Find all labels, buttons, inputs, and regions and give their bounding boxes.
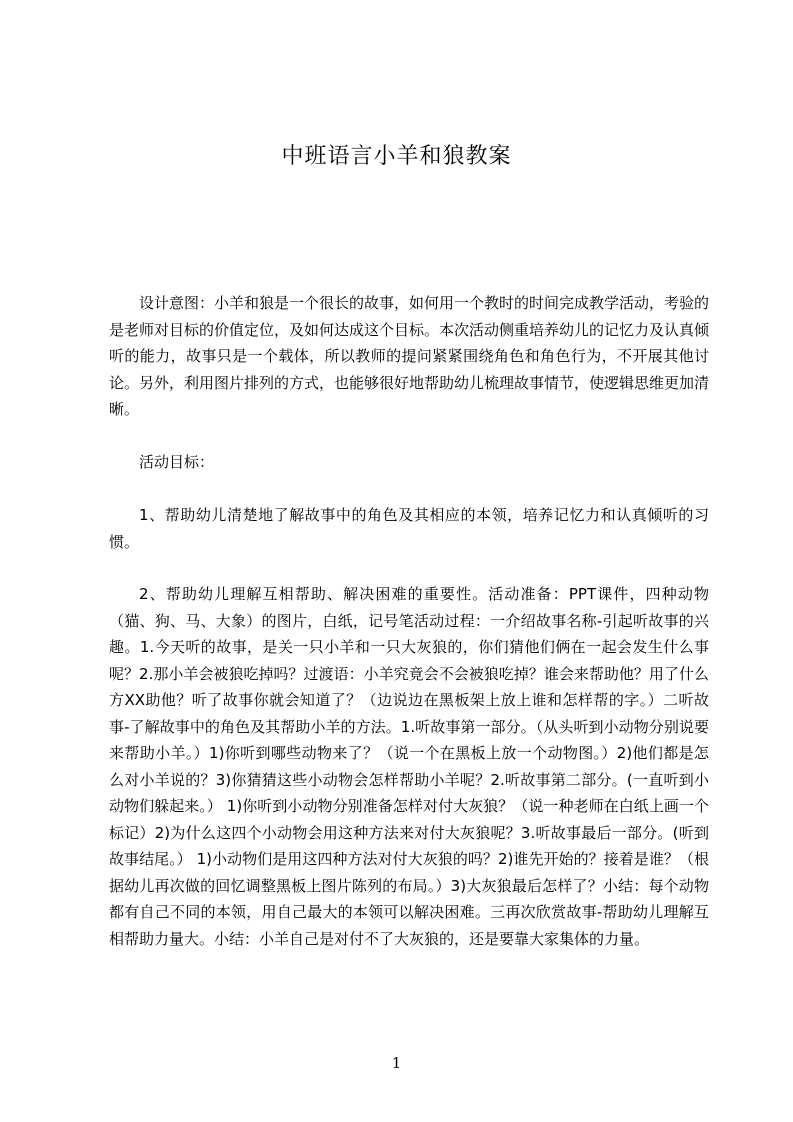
- goal-2-paragraph: 2、帮助幼儿理解互相帮助、解决困难的重要性。活动准备：PPT课件，四种动物（猫、狗、马、大象）的图片，白纸，记号笔活动过程：一介绍故事名称-引起听故事的兴趣。1.今天听的故事，是关一只小羊和一只大灰狼的，你们猜他们俩在一起会发生什么事呢？2.那小羊会被狼吃掉吗？过渡语：小羊究竟会不会被狼吃掉？谁会来帮助他？用了什么方XX助他？听了故事你就会知道了？（边说边在黑板架上放上谁和怎样帮的字。）二听故事-了解故事中的角色及其帮助小羊的方法。1.听故事第一部分。（从头听到小动物分别说要来帮助小羊。）1)你听到哪些动物来了？（说一个在黑板上放一个动物图。）2)他们都是怎么对小羊说的？3)你猜猜这些小动物会怎样帮助小羊呢？2.听故事第二部分。(一直听到小动物们躲起来。） 1)你听到小动物分别准备怎样对付大灰狼？（说一种老师在白纸上画一个标记）2)为什么这四个小动物会用这种方法来对付大灰狼呢？3.听故事最后一部分。(听到故事结尾。） 1)小动物们是用这四种方法对付大灰狼的吗？2)谁先开始的？接着是谁？（根据幼儿再次做的回忆调整黑板上图片陈列的布局。）3)大灰狼最后怎样了？小结：每个动物都有自己不同的本领，用自己最大的本领可以解决困难。三再次欣赏故事-帮助幼儿理解互相帮助力量大。小结：小羊自己是对付不了大灰狼的，还是要靠大家集体的力量。: [109, 585, 709, 948]
- document-title: 中班语言小羊和狼教案: [281, 144, 512, 169]
- page-number: 1: [391, 1054, 402, 1072]
- design-intent-paragraph: 设计意图：小羊和狼是一个很长的故事，如何用一个教时的时间完成教学活动，考验的是老师对目标的价值定位，及如何达成这个目标。本次活动侧重培养幼儿的记忆力及认真倾听的能力，故事只是一个载体，所以教师的提问紧紧围绕角色和角色行为，不开展其他讨论。另外，利用图片排列的方式，也能够很好地帮助幼儿梳理故事情节，使逻辑思维更加清晰。: [109, 294, 710, 418]
- goals-heading: 活动目标：: [139, 453, 215, 471]
- goal-1-paragraph: 1、帮助幼儿清楚地了解故事中的角色及其相应的本领，培养记忆力和认真倾听的习惯。: [109, 506, 709, 551]
